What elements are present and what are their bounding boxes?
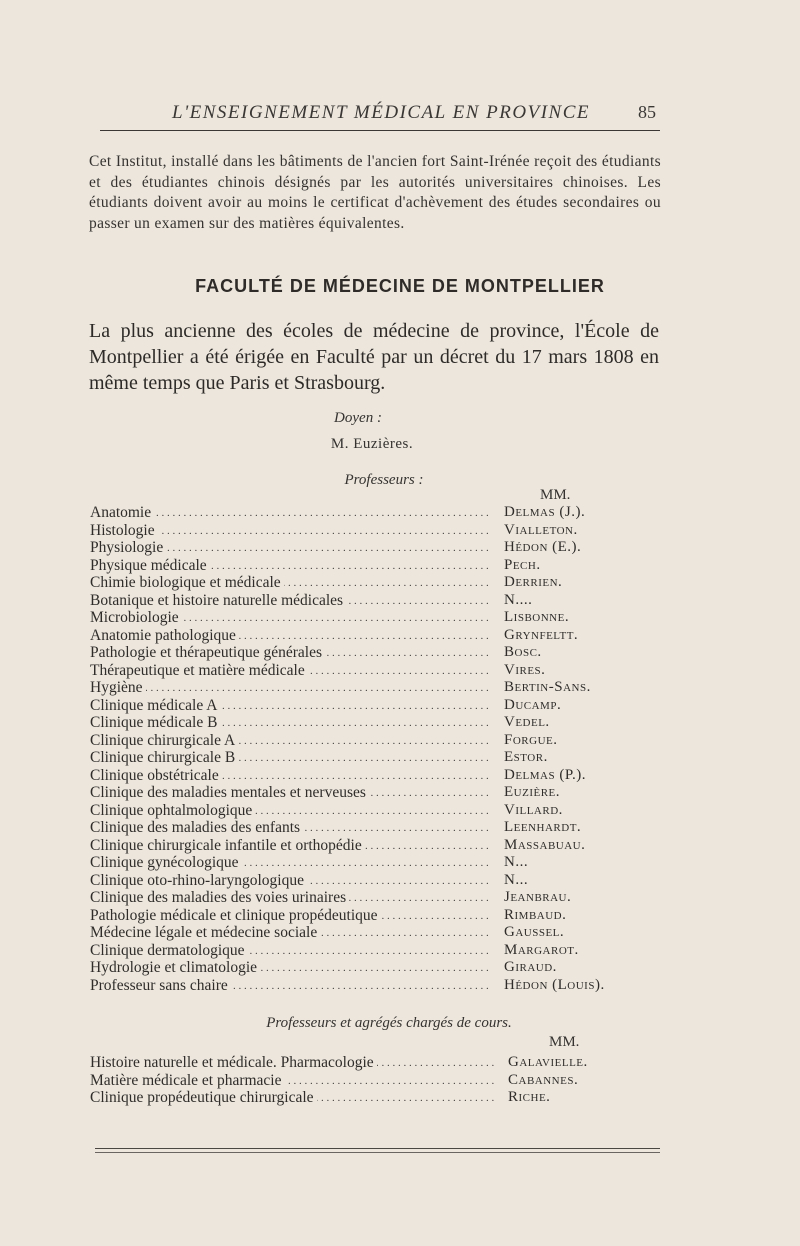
professor-name: Villard. [504, 801, 563, 818]
subject-text: Histoire naturelle et médicale. Pharmacologie [90, 1054, 377, 1071]
professor-name: Bertin-Sans. [504, 679, 591, 695]
roster-row [90, 504, 690, 522]
roster-row [90, 819, 690, 837]
subject-text: Pathologie médicale et clinique propédeutique [90, 907, 381, 924]
subject-text: Clinique médicale A [90, 697, 220, 714]
roster-row [90, 592, 690, 610]
professor-name: Hédon (E.). [504, 539, 582, 555]
professor-name: Hédon (Louis). [504, 976, 605, 993]
professor-name: Gaussel. [504, 924, 565, 940]
roster-row [90, 854, 690, 872]
subject-cell [90, 942, 490, 960]
subject-cell [90, 837, 490, 855]
subject-cell [90, 627, 490, 645]
roster-row [90, 802, 690, 820]
roster-row [90, 837, 690, 855]
roster-row [90, 574, 690, 592]
professor-name: Riche. [508, 1089, 551, 1105]
professor-name: Leenhardt. [504, 819, 582, 835]
subject-cell [90, 924, 490, 942]
subject-cell [90, 557, 490, 575]
roster-row [90, 539, 690, 557]
professor-name: Margarot. [504, 941, 579, 958]
subject-text: Anatomie pathologique [90, 627, 239, 644]
subject-cell [90, 714, 490, 732]
subject-cell [90, 889, 490, 907]
roster-row [90, 907, 690, 925]
subject-text: Clinique obstétricale [90, 767, 222, 784]
roster-row [90, 697, 690, 715]
professor-name: Giraud. [504, 959, 557, 975]
professeurs-mm-label: MM. [540, 487, 571, 503]
subject-cell [90, 802, 490, 820]
subject-text: Clinique des maladies des voies urinaires [90, 889, 349, 906]
running-head [100, 102, 660, 132]
section-title: FACULTÉ DE MÉDECINE DE MONTPELLIER [195, 276, 605, 296]
subject-text: Physiologie [90, 539, 166, 556]
roster-row [90, 627, 690, 645]
subject-text: Clinique médicale B [90, 714, 220, 731]
intro-paragraph: Cet Institut, installé dans les bâtiments de l'ancien fort Saint-Irénée reçoit des étudiants et des étudiantes chinois désignés par les autorités universitaires chinoises. Les étudiants doivent avoir au moins le certificat d'achèvement des études secondaires ou passer un examen sur des matières équivalentes. [89, 153, 661, 232]
subject-text: Pathologie et thérapeutique générales [90, 644, 325, 661]
doyen-label: Doyen : [334, 410, 382, 426]
subject-text: Professeur sans chaire [90, 977, 231, 994]
professor-name: N... [504, 854, 529, 870]
roster-row [90, 679, 690, 697]
subject-text: Hydrologie et climatologie [90, 959, 260, 976]
professor-name: Galavielle. [508, 1054, 588, 1070]
cours-mm-label: MM. [549, 1034, 580, 1050]
roster-row [90, 714, 690, 732]
subject-text: Matière médicale et pharmacie [90, 1072, 285, 1089]
roster-row [90, 644, 690, 662]
subject-cell [90, 854, 490, 872]
professor-name: Cabannes. [508, 1071, 579, 1088]
professeurs-heading: Professeurs : [344, 472, 424, 488]
professor-name: Forgue. [504, 731, 558, 748]
roster-row [90, 609, 690, 627]
cours-heading: Professeurs et agrégés chargés de cours. [266, 1015, 512, 1031]
professor-name: Massabuau. [504, 836, 586, 853]
subject-text: Clinique dermatologique [90, 942, 248, 959]
roster-row [90, 662, 690, 680]
subject-text: Clinique chirurgicale A [90, 732, 238, 749]
professor-name: Jeanbrau. [504, 889, 572, 905]
header-rule [100, 130, 660, 131]
subject-text: Clinique chirurgicale infantile et orthopédie [90, 837, 365, 854]
professor-name: Delmas (P.). [504, 766, 587, 783]
page-number: 85 [638, 102, 656, 122]
subject-cell [90, 609, 490, 627]
professor-name: N... [504, 871, 529, 888]
doyen-name: M. Euzières. [330, 436, 414, 452]
roster-row [90, 1072, 690, 1090]
cours-list [90, 1054, 690, 1107]
subject-text: Clinique des maladies mentales et nerveuses [90, 784, 369, 801]
subject-text: Clinique gynécologique [90, 854, 242, 871]
running-title: L'ENSEIGNEMENT MÉDICAL EN PROVINCE [172, 102, 591, 123]
subject-cell [90, 504, 490, 522]
roster-row [90, 767, 690, 785]
professor-name: N.... [504, 591, 533, 608]
roster-row [90, 1089, 690, 1107]
subject-cell [90, 732, 490, 750]
subject-cell [90, 697, 490, 715]
professor-name: Bosc. [504, 644, 542, 660]
professor-name: Ducamp. [504, 696, 562, 713]
roster-row [90, 732, 690, 750]
subject-cell [90, 1072, 496, 1090]
subject-cell [90, 959, 490, 977]
professor-name: Vedel. [504, 714, 550, 730]
subject-cell [90, 749, 490, 767]
roster-row [90, 749, 690, 767]
subject-cell [90, 872, 490, 890]
roster-row [90, 784, 690, 802]
subject-text: Médecine légale et médecine sociale [90, 924, 320, 941]
professor-name: Estor. [504, 749, 548, 765]
subject-cell [90, 574, 490, 592]
lead-paragraph: La plus ancienne des écoles de médecine de province, l'École de Montpellier a été érigée en Faculté par un décret du 17 mars 1808 en même temps que Paris et Strasbourg. [89, 320, 659, 394]
subject-text: Physique médicale [90, 557, 210, 574]
professor-name: Rimbaud. [504, 906, 567, 923]
subject-text: Histologie [90, 522, 158, 539]
subject-text: Clinique ophtalmologique [90, 802, 255, 819]
footer-rule [95, 1148, 660, 1149]
subject-cell [90, 522, 490, 540]
subject-cell [90, 1054, 496, 1072]
professor-name: Delmas (J.). [504, 504, 586, 520]
subject-text: Botanique et histoire naturelle médicales [90, 592, 346, 609]
subject-cell [90, 819, 490, 837]
subject-cell [90, 977, 490, 995]
roster-row [90, 924, 690, 942]
subject-cell [90, 767, 490, 785]
roster-row [90, 889, 690, 907]
professor-name: Vialleton. [504, 521, 578, 538]
subject-text: Clinique oto-rhino-laryngologique [90, 872, 307, 889]
subject-cell [90, 592, 490, 610]
roster-row [90, 977, 690, 995]
roster-row [90, 1054, 690, 1072]
subject-cell [90, 784, 490, 802]
professor-name: Derrien. [504, 574, 563, 590]
roster-row [90, 557, 690, 575]
professor-name: Lisbonne. [504, 609, 570, 625]
subject-text: Clinique des maladies des enfants [90, 819, 303, 836]
professor-name: Grynfeltt. [504, 626, 579, 643]
subject-text: Microbiologie [90, 609, 182, 626]
roster-row [90, 959, 690, 977]
subject-text: Thérapeutique et matière médicale [90, 662, 308, 679]
subject-cell [90, 679, 490, 697]
professeurs-list [90, 504, 690, 994]
subject-cell [90, 644, 490, 662]
subject-text: Hygiène [90, 679, 146, 696]
subject-cell [90, 907, 490, 925]
subject-text: Clinique chirurgicale B [90, 749, 238, 766]
professor-name: Vires. [504, 661, 546, 678]
subject-cell [90, 539, 490, 557]
roster-row [90, 942, 690, 960]
subject-cell [90, 662, 490, 680]
subject-cell [90, 1089, 496, 1107]
roster-row [90, 872, 690, 890]
roster-row [90, 522, 690, 540]
footer-rule-second [95, 1152, 660, 1153]
professor-name: Euzière. [504, 784, 561, 800]
subject-text: Chimie biologique et médicale [90, 574, 284, 591]
subject-text: Anatomie [90, 504, 154, 521]
subject-text: Clinique propédeutique chirurgicale [90, 1089, 317, 1106]
professor-name: Pech. [504, 556, 541, 573]
